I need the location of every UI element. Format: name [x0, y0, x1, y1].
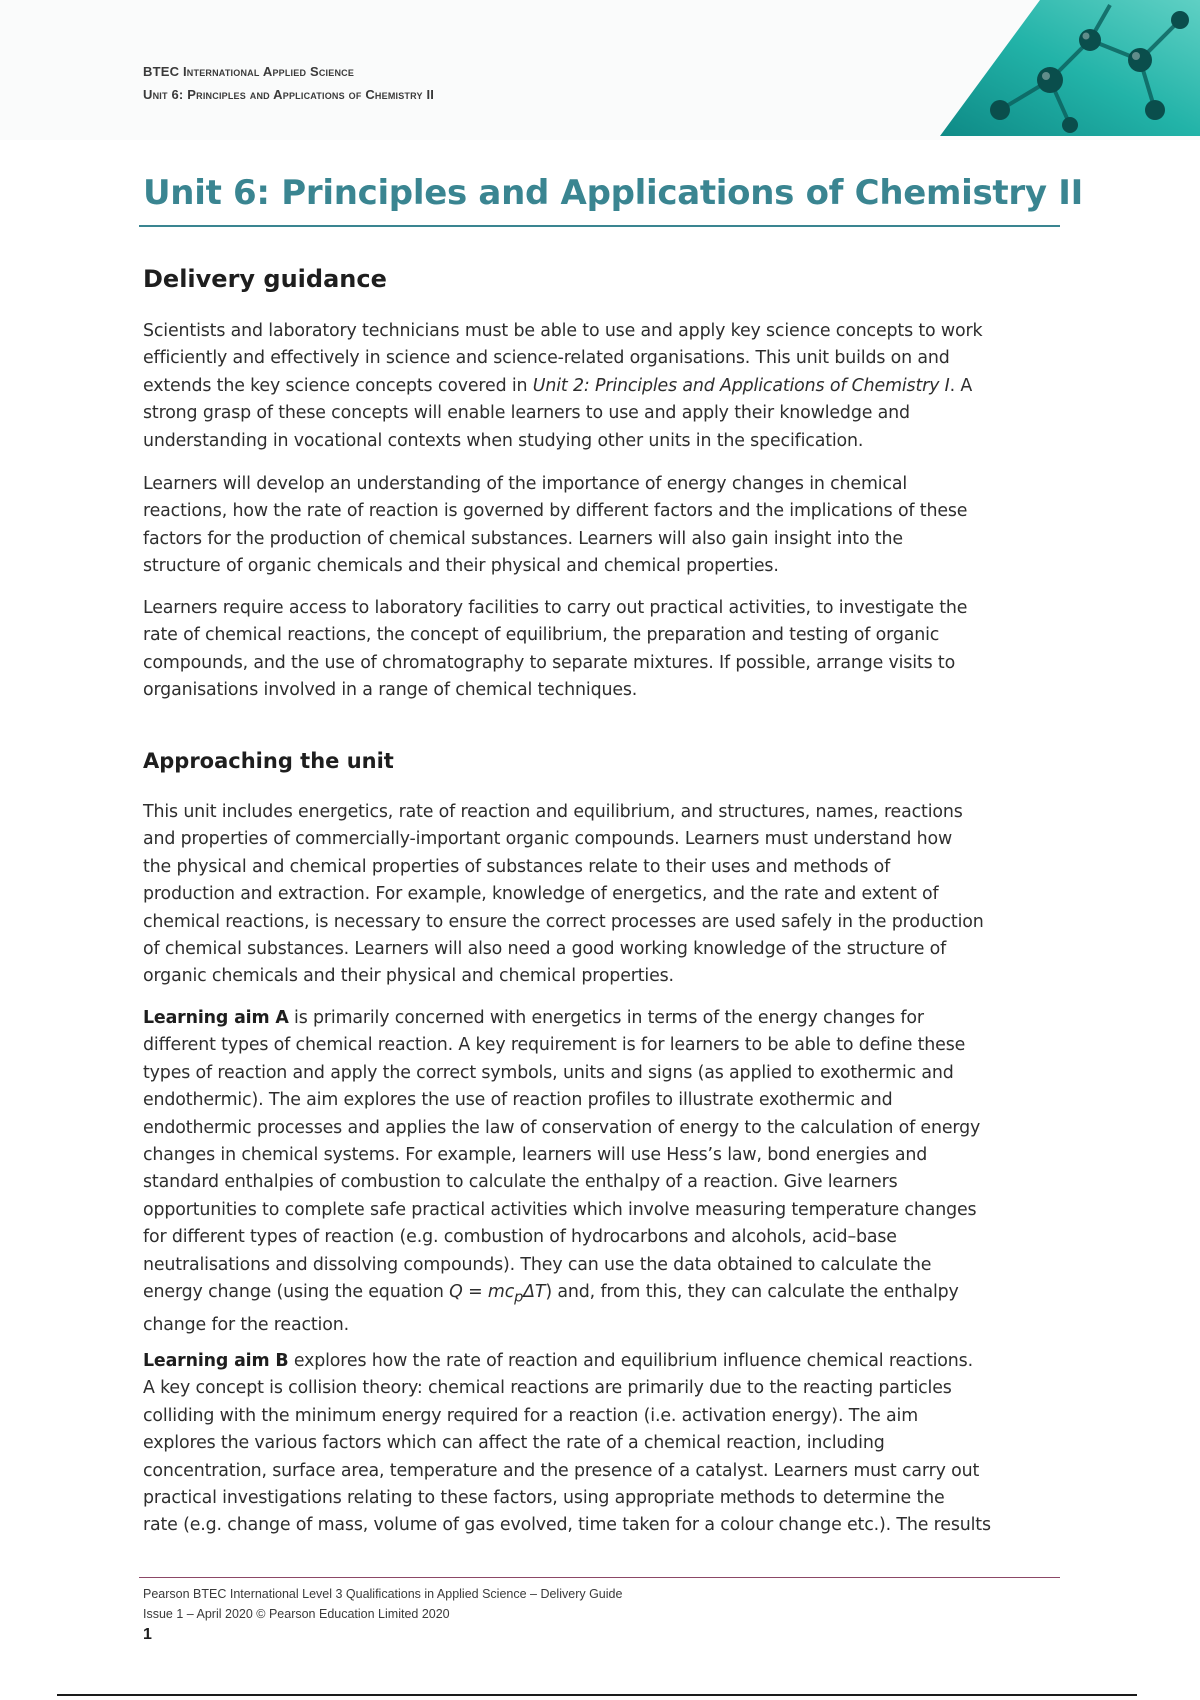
- running-header: [143, 60, 434, 106]
- heading-approaching-the-unit: Approaching the unit: [143, 749, 394, 773]
- delivery-paragraph-1: Scientists and laboratory technicians must be able to use and apply key science concepts to work efficiently and effectively in science and science-related organisations. This unit builds on and extends the key science concepts covered in Unit 2: Principles and Applications of Chemistry I. A strong grasp of these concepts will enable learners to use and apply their knowledge and understanding in vocational contexts when studying other units in the specification.: [143, 321, 983, 451]
- equation-mc: mc: [487, 1282, 515, 1303]
- header-line-1: BTEC International Applied Science: [143, 64, 355, 79]
- equation-q: Q: [449, 1282, 463, 1303]
- equation-subscript-p: p: [514, 1289, 524, 1306]
- page-title: Unit 6: Principles and Applications of Chemistry II: [143, 173, 1083, 213]
- heading-delivery-guidance: Delivery guidance: [143, 265, 387, 293]
- molecule-graphic: [940, 0, 1200, 136]
- header-line-2: Unit 6: Principles and Applications of Chemistry II: [143, 87, 435, 102]
- unit-2-reference: Unit 2: Principles and Applications of Chemistry I: [532, 375, 950, 396]
- learning-aim-b-label: Learning aim B: [143, 1351, 289, 1371]
- learning-aim-a-label: Learning aim A: [143, 1008, 289, 1028]
- footer-line-1: Pearson BTEC International Level 3 Qualifications in Applied Science – Delivery Guide: [143, 1587, 623, 1601]
- page-bottom-border: [57, 1694, 1137, 1696]
- page-footer: [143, 1584, 622, 1624]
- delivery-paragraph-3: Learners require access to laboratory facilities to carry out practical activities, to investigate the rate of chemical reactions, the concept of equilibrium, the preparation and testing of organic compounds, and the use of chromatography to separate mixtures. If possible, arrange visits to organisations involved in a range of chemical techniques.: [143, 598, 968, 701]
- title-underline: [139, 225, 1060, 227]
- approaching-paragraph-1: This unit includes energetics, rate of reaction and equilibrium, and structures, names, reactions and properties of commercially-important organic compounds. Learners must understand how the physical and chemical properties of substances relate to their uses and methods of production and extraction. For example, knowledge of energetics, and the rate and extent of chemical reactions, is necessary to ensure the correct processes are used safely in the production of chemical substances. Learners will also need a good working knowledge of the structure of organic chemicals and their physical and chemical properties.: [143, 802, 984, 987]
- footer-divider: [139, 1577, 1060, 1578]
- page-number: 1: [143, 1626, 152, 1643]
- delivery-paragraph-2: Learners will develop an understanding of the importance of energy changes in chemical reactions, how the rate of reaction is governed by different factors and the implications of these factors for the production of chemical substances. Learners will also gain insight into the structure of organic chemicals and their physical and chemical properties.: [143, 474, 968, 577]
- footer-line-2: Issue 1 – April 2020 © Pearson Education Limited 2020: [143, 1607, 450, 1621]
- learning-aim-b-paragraph: Learning aim B explores how the rate of reaction and equilibrium influence chemical reactions. A key concept is collision theory: chemical reactions are primarily due to the reacting particles colliding with the minimum energy required for a reaction (i.e. activation energy). The aim explores the various factors which can affect the rate of a chemical reaction, including concentration, surface area, temperature and the presence of a catalyst. Learners must carry out practical investigations relating to these factors, using appropriate methods to determine the rate (e.g. change of mass, volume of gas evolved, time taken for a colour change etc.). The results: [143, 1351, 991, 1536]
- learning-aim-a-paragraph: Learning aim A is primarily concerned with energetics in terms of the energy changes for different types of chemical reaction. A key requirement is for learners to be able to define these types of reaction and apply the correct symbols, units and signs (as applied to exothermic and endothermic). The aim explores the use of reaction profiles to illustrate exothermic and endothermic processes and applies the law of conservation of energy to the calculation of energy changes in chemical systems. For example, learners will use Hess’s law, bond energies and standard enthalpies of combustion to calculate the enthalpy of a reaction. Give learners opportunities to complete safe practical activities which involve measuring temperature changes for different types of reaction (e.g. combustion of hydrocarbons and alcohols, acid–base neutralisations and dissolving compounds). They can use the data obtained to calculate the energy change (using the equation $Q = mc_p\Delta T$) and, from this, they can calculate the enthalpy change for the reaction.: [143, 1008, 981, 1335]
- equation-delta-t: ΔT: [523, 1282, 546, 1303]
